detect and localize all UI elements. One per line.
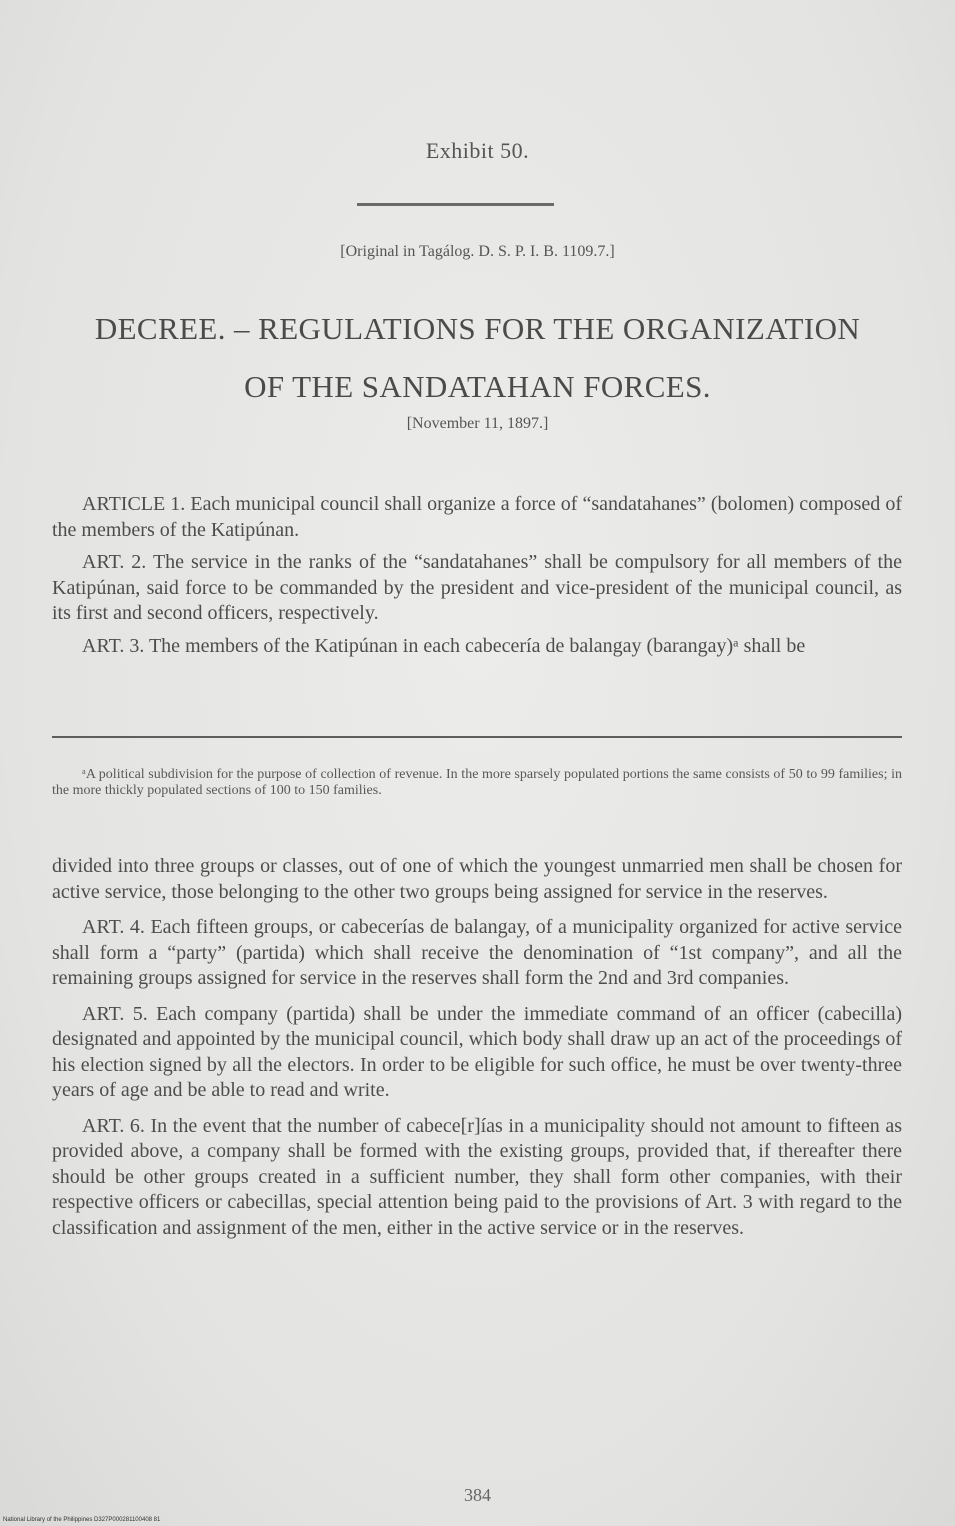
articles-bottom	[52, 854, 902, 1251]
decree-title	[40, 300, 915, 416]
article-label: ART. 6.	[82, 1114, 145, 1137]
footnote-text: ᵃA political subdivision for the purpose of collection of revenue. In the more sparsely populated portions the same consists of 50 to 99 families; in the more thickly populated sections of 100 to 150 families.	[52, 767, 902, 798]
decree-title-line-1: DECREE. – REGULATIONS FOR THE ORGANIZATION	[94, 311, 861, 346]
article-1	[52, 492, 902, 543]
footnote-divider	[52, 736, 902, 738]
source-watermark: National Library of the Philippines D327P000281100408 81	[3, 1517, 161, 1523]
page-number: 384	[464, 1485, 491, 1505]
article-5	[52, 1002, 902, 1104]
exhibit-heading: Exhibit 50.	[425, 138, 530, 163]
decree-date: [November 11, 1897.]	[406, 415, 549, 432]
article-2	[52, 550, 902, 627]
decree-title-line-2: OF THE SANDATAHAN FORCES.	[244, 369, 711, 404]
article-label: ART. 4.	[82, 916, 145, 938]
footnote	[52, 767, 902, 799]
article-text: The members of the Katipúnan in each cabecería de balangay (barangay)ᵃ shall be	[148, 634, 806, 657]
article-text: The service in the ranks of the “sandatahanes” shall be compulsory for all members of the Katipúnan, said force to be commanded by the president and vice-president of the municipal council, as its first and second officers, respectively.	[52, 551, 902, 624]
original-source-note: [Original in Tagálog. D. S. P. I. B. 1109.7.]	[340, 243, 615, 260]
heading-divider	[357, 203, 554, 206]
article-text: Each fifteen groups, or cabecerías de balangay, of a municipality organized for active service shall form a “party” (partida) which shall receive the denomination of “1st company”, and all the remaining groups assigned for service in the reserves shall form the 2nd and 3rd companies.	[52, 916, 902, 989]
article-4	[52, 915, 902, 992]
article-text: Each company (partida) shall be under the immediate command of an officer (cabecilla) designated and appointed by the municipal council, which body shall draw up an act of the proceedings of his election signed by all the electors. In order to be eligible for such office, he must be over twenty-three years of age and be able to read and write.	[52, 1002, 902, 1101]
article-3-continuation: divided into three groups or classes, out of one of which the youngest unmarried men shall be chosen for active service, those belonging to the other two groups being assigned for service in the reserves.	[52, 855, 902, 903]
article-text: In the event that the number of cabece[r]ías in a municipality should not amount to fifteen as provided above, a company shall be formed with the existing groups, provided that, if thereafter there should be other groups created in a sufficient number, they shall form other companies, with their respective officers or cabecillas, special attention being paid to the provisions of Art. 3 with regard to the classification and assignment of the men, either in the active service or in the reserves.	[52, 1114, 902, 1239]
article-label: ARTICLE 1.	[82, 493, 186, 515]
article-6	[52, 1114, 902, 1242]
article-label: ART. 2.	[82, 551, 147, 573]
article-3	[52, 634, 902, 660]
articles-top	[52, 492, 902, 666]
article-label: ART. 3.	[82, 634, 145, 657]
article-text: Each municipal council shall organize a force of “sandatahanes” (bolomen) composed of the members of the Katipúnan.	[52, 493, 903, 541]
article-label: ART. 5.	[82, 1002, 148, 1025]
